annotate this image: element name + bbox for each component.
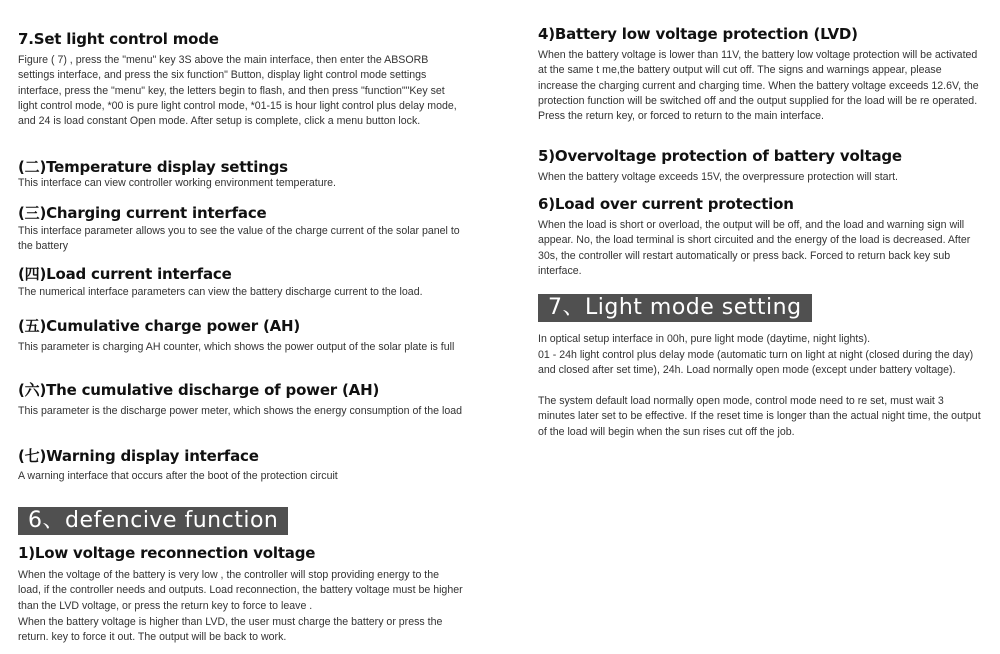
banner-defencive-function: 6、defencive function <box>18 507 288 535</box>
body-temperature-display: This interface can view controller working environment temperature. <box>18 177 336 189</box>
heading-battery-lvd: 4)Battery low voltage protection (LVD) <box>538 25 858 43</box>
body-battery-lvd: When the battery voltage is lower than 11V, the battery low voltage protection will be activated at the same t me,the battery output will cut off. The signs and warnings appear, please increase the charging current and charging time. When the battery voltage exceeds 12.6V, the protection function will be switched off and the output supplied for the load will be re operated. Press the return key, or forced to return to the main interface. <box>538 49 979 123</box>
body-light-mode-2: 01 - 24h light control plus delay mode (automatic turn on light at night (closed during the day) and closed after set time), 24h. Load normally open mode (except under battery voltage). <box>538 349 974 377</box>
body-overvoltage-protection: When the battery voltage exceeds 15V, the overpressure protection will start. <box>538 171 898 183</box>
heading-set-light-control-mode: 7.Set light control mode <box>18 30 219 48</box>
body-set-light-control-mode: Figure ( 7) , press the "menu" key 3S above the main interface, then enter the ABSORB settings interface, and press the six function" Button, display light control mode settings interface, press the "menu" key, the letters begin to flash, and then press "function""Key set light control mode, *00 is pure light control mode, *01-15 is hour light control plus delay mode, and 24 is load constant Open mode. After setup is complete, click a menu button lock. <box>18 54 457 128</box>
heading-low-voltage-reconnection: 1)Low voltage reconnection voltage <box>18 544 316 562</box>
body-charging-current: This interface parameter allows you to see the value of the charge current of the solar panel to the battery <box>18 225 460 253</box>
body-load-current: The numerical interface parameters can view the battery discharge current to the load. <box>18 286 423 298</box>
heading-load-over-current: 6)Load over current protection <box>538 195 794 213</box>
body-low-voltage-reconnection-1: When the voltage of the battery is very low , the controller will stop providing energy to the load, if the controller needs and outputs. Load reconnection, the battery voltage must be higher than the LVD voltage, or press the return key to force to leave . <box>18 569 463 612</box>
banner-light-mode-setting: 7、Light mode setting <box>538 294 812 322</box>
heading-cumulative-charge: (五)Cumulative charge power (AH) <box>18 317 301 335</box>
heading-temperature-display: (二)Temperature display settings <box>18 158 288 176</box>
body-load-over-current: When the load is short or overload, the output will be off, and the load and warning sign will appear. No, the load terminal is short circuited and the energy of the load is decreased. After 30s, the controller will restart automatically or press back. Forced to return back key sub interface. <box>538 219 971 277</box>
body-low-voltage-reconnection-2: When the battery voltage is higher than LVD, the user must charge the battery or press the return. key to force it out. The output will be back to work. <box>18 616 443 644</box>
body-cumulative-charge: This parameter is charging AH counter, which shows the power output of the solar plate is full <box>18 341 455 353</box>
heading-warning-display: (七)Warning display interface <box>18 447 259 465</box>
body-warning-display: A warning interface that occurs after the boot of the protection circuit <box>18 470 338 482</box>
heading-cumulative-discharge: (六)The cumulative discharge of power (AH) <box>18 381 380 399</box>
heading-load-current: (四)Load current interface <box>18 265 232 283</box>
body-cumulative-discharge: This parameter is the discharge power meter, which shows the energy consumption of the load <box>18 405 462 417</box>
heading-overvoltage-protection: 5)Overvoltage protection of battery voltage <box>538 147 902 165</box>
body-light-mode-3: The system default load normally open mode, control mode need to re set, must wait 3 minutes later set to be effective. If the reset time is longer than the actual night time, the output of the load will begin when the sun rises cut off the job. <box>538 395 981 438</box>
heading-charging-current: (三)Charging current interface <box>18 204 267 222</box>
body-light-mode-1: In optical setup interface in 00h, pure light mode (daytime, night lights). <box>538 333 871 345</box>
